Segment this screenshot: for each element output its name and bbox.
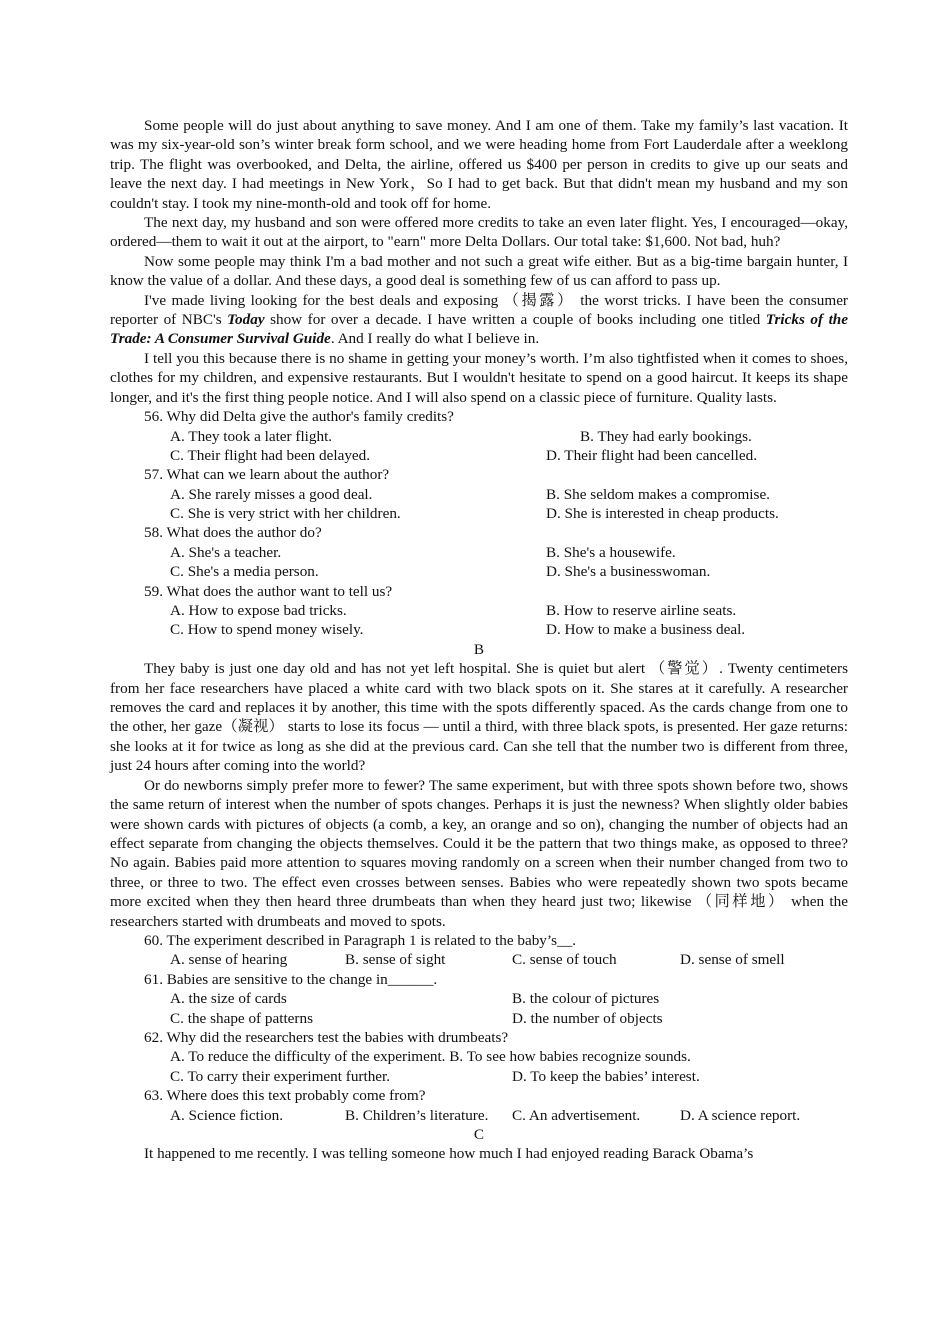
question-stem: 62. Why did the researchers test the babies with drumbeats? [144,1028,509,1046]
option-d[interactable]: D. A science report. [680,1106,801,1124]
option-a[interactable]: A. sense of hearing [170,951,288,969]
option-d[interactable]: D. She's a businesswoman. [546,563,711,581]
passage-a-paragraph-4 [110,291,848,349]
text-run: Or do newborns simply prefer more to fewer? The same experiment, but with three spots shown before two, shows the same return of interest when the number of spots changes. Perhaps it is just the newness? When slightly older babies were shown cards with pictures of objects (a comb, a key, an orange and so on), changing the number of objects had an effect separate from changing the objects themselves. Could it be the pattern that two things make, as opposed to three? No again. Babies paid more attention to squares moving randomly on a screen when their number changed from two to three, or three to two. The effect even crosses between senses. Babies who were repeatedly shown two spots became more excited when they then heard three drumbeats than when they heard just two; likewise [110,776,848,911]
text-run: when the researchers started with drumbeats and moved to spots. [110,893,848,930]
text-run: . Twenty centimeters from her face researchers have placed a white card with two black spots on it. She stares at it carefully. A researcher removes the card and replaces it by another, this time with the spots differently spaced. As the cards change from one to the other, her gaze [110,660,848,736]
option-a[interactable]: A. the size of cards [170,990,287,1008]
option-d[interactable]: D. Their flight had been cancelled. [546,446,757,464]
option-d[interactable]: D. How to make a business deal. [546,621,746,639]
section-heading-c: C [473,1125,485,1143]
passage-a-paragraph-3: Now some people may think I'm a bad mother and not such a great wife either. But as a big-time bargain hunter, I know the value of a dollar. And these days, a good deal is something few of us can afford to pass up. [110,252,848,290]
option-c[interactable]: C. sense of touch [512,951,617,969]
text-run: show for over a decade. I have written a couple of books including one titled [264,311,766,329]
question-stem: 59. What does the author want to tell us? [144,582,393,600]
chinese-gloss: （揭露） [503,291,575,309]
option-c[interactable]: C. An advertisement. [512,1106,641,1124]
question-61 [110,970,848,1028]
passage-a-paragraph-5: I tell you this because there is no shame in getting your money’s worth. I’m also tightfisted when it comes to shoes, clothes for my children, and expensive restaurants. But I wouldn't hesitate to spend on a good haircut. It keeps its shape longer, and it's the first thing people notice. And I will also spend on a classic piece of furniture. Quality lasts. [110,349,848,406]
question-stem: 60. The experiment described in Paragraph 1 is related to the baby’s__. [144,931,577,949]
chinese-gloss: （警觉） [649,660,720,678]
question-60 [110,931,848,970]
option-b[interactable]: B. Children’s literature. [345,1106,489,1124]
option-b[interactable]: B. How to reserve airline seats. [546,602,737,620]
option-a[interactable]: A. She rarely misses a good deal. [170,485,373,503]
option-b[interactable]: B. She's a housewife. [546,543,676,561]
option-b[interactable]: B. They had early bookings. [580,427,752,445]
question-57 [110,465,848,523]
option-d[interactable]: D. To keep the babies’ interest. [512,1067,700,1085]
option-d[interactable]: D. sense of smell [680,951,785,969]
book-title: Tricks of the Trade: A Consumer Survival Guide [110,311,848,348]
question-stem: 57. What can we learn about the author? [144,466,390,484]
option-d[interactable]: D. She is interested in cheap products. [546,505,779,523]
option-c[interactable]: C. She is very strict with her children. [170,505,401,523]
option-b[interactable]: B. She seldom makes a compromise. [546,485,770,503]
text-run: starts to lose its focus — until a third, with three black spots, is presented. Her gaze returns: she looks at it for twice as long as she did at the previous card. Can she tell that the number two is different from three, just 24 hours after coming into the world? [110,718,849,775]
exam-page [110,116,848,1164]
option-a[interactable]: A. Science fiction. [170,1106,284,1124]
show-title: Today [227,311,265,329]
question-62 [110,1028,848,1086]
option-c[interactable]: C. To carry their experiment further. [170,1067,391,1085]
option-a[interactable]: A. How to expose bad tricks. [170,602,347,620]
option-a[interactable]: A. She's a teacher. [170,543,282,561]
text-run: . And I really do what I believe in. [330,330,540,348]
passage-c-paragraph-1: It happened to me recently. I was telling someone how much I had enjoyed reading Barack Obama’s [144,1145,754,1163]
option-c[interactable]: C. She's a media person. [170,563,319,581]
passage-a-paragraph-1: Some people will do just about anything to save money. And I am one of them. Take my family’s last vacation. It was my six-year-old son’s winter break form school, and we were heading home from Fort Lauderdale after a weeklong trip. The flight was overbooked, and Delta, the airline, offered us $400 per person in credits to give up our seats and leave the next day. I had meetings in New York，So I had to get back. But that didn't mean my husband and my son couldn't stay. I took my nine-month-old and took off for home. [110,117,848,212]
text-run: They baby is just one day old and has not yet left hospital. She is quiet but alert [144,660,650,678]
option-a-b[interactable]: A. To reduce the difficulty of the experiment. B. To see how babies recognize sounds. [170,1048,691,1066]
option-b[interactable]: B. sense of sight [345,951,446,969]
question-stem: 58. What does the author do? [144,524,322,542]
text-run: the worst tricks. I have been the consumer reporter of NBC's [110,291,848,329]
section-heading-b: B [473,640,485,658]
question-58 [110,523,848,581]
question-56 [110,407,848,465]
question-63 [110,1086,848,1125]
chinese-gloss: （同样地） [696,893,786,911]
question-59 [110,582,848,640]
question-stem: 63. Where does this text probably come from? [144,1087,426,1105]
question-stem: 61. Babies are sensitive to the change in______. [144,970,438,988]
option-a[interactable]: A. They took a later flight. [170,427,333,445]
passage-b-paragraph-1 [110,659,848,775]
option-c[interactable]: C. the shape of patterns [170,1009,313,1027]
question-stem: 56. Why did Delta give the author's family credits? [144,408,454,426]
option-b[interactable]: B. the colour of pictures [512,990,660,1008]
option-d[interactable]: D. the number of objects [512,1009,663,1027]
text-run: I've made living looking for the best deals and exposing [144,291,504,309]
passage-a-paragraph-2: The next day, my husband and son were offered more credits to take an even later flight. Yes, I encouraged—okay, ordered—them to wait it out at the airport, to "earn" more Delta Dollars. Our total take: $1,600. Not bad, huh? [110,214,848,251]
chinese-gloss: （凝视） [222,718,284,736]
option-c[interactable]: C. How to spend money wisely. [170,621,364,639]
option-c[interactable]: C. Their flight had been delayed. [170,446,371,464]
passage-b-paragraph-2 [110,776,848,931]
